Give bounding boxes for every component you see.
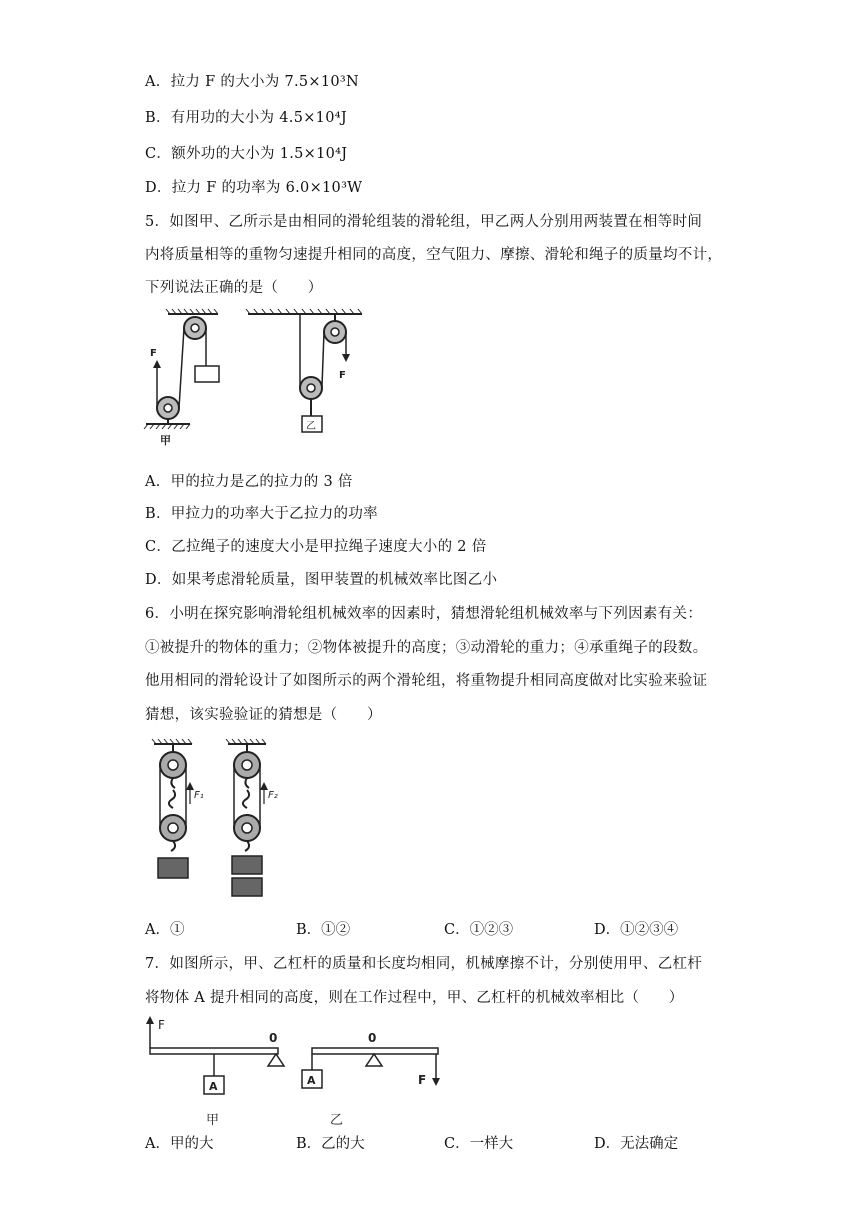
arrow-icon: [186, 782, 194, 790]
q4-option-d: D．拉力 F 的功率为 6.0×10³W: [145, 180, 363, 196]
q5-stem-line-1: 5．如图甲、乙所示是由相同的滑轮组装的滑轮组，甲乙两人分别用两装置在相等时间: [145, 214, 703, 230]
q6-stem-line-2: ①被提升的物体的重力；②物体被提升的高度；③动滑轮的重力；④承重绳子的段数。: [145, 640, 708, 656]
q7-option-d: D．无法确定: [594, 1136, 679, 1152]
q6-option-a: A．①: [145, 922, 185, 938]
arrow-icon: [342, 354, 350, 362]
arrow-icon: [153, 360, 161, 368]
q5-option-d: D．如果考虑滑轮质量，图甲装置的机械效率比图乙小: [145, 572, 498, 588]
q6-f1-label: F₁: [194, 790, 204, 801]
q7-pivot-right: 0: [368, 1031, 377, 1045]
q4-option-a: A．拉力 F 的大小为 7.5×10³N: [145, 74, 360, 90]
q7-option-b: B．乙的大: [296, 1136, 365, 1152]
q7-stem-line-2: 将物体 A 提升相同的高度，则在工作过程中，甲、乙杠杆的机械效率相比（ ）: [145, 990, 684, 1006]
q5-force-label-left: F: [150, 348, 157, 359]
q5-option-b: B．甲拉力的功率大于乙拉力的功率: [145, 506, 378, 522]
q5-name-right: 乙: [306, 421, 316, 432]
q7-option-a: A．甲的大: [145, 1136, 214, 1152]
q7-force-right: F: [418, 1073, 427, 1087]
arrow-icon: [432, 1078, 440, 1086]
q7-force-left: F: [158, 1018, 165, 1032]
q5-name-left: 甲: [160, 434, 171, 447]
q5-force-label-right: F: [339, 370, 346, 381]
q7-name-left: 甲: [206, 1113, 220, 1128]
q7-block-right: A: [307, 1074, 316, 1087]
q6-stem-line-3: 他用相同的滑轮设计了如图所示的两个滑轮组，将重物提升相同高度做对比实验来验证: [145, 673, 708, 689]
q4-option-b: B．有用功的大小为 4.5×10⁴J: [145, 110, 347, 126]
q5-pulley-figure: [140, 308, 380, 448]
q4-option-c: C．额外功的大小为 1.5×10⁴J: [145, 146, 348, 162]
q6-stem-line-1: 6．小明在探究影响滑轮组机械效率的因素时，猜想滑轮组机械效率与下列因素有关：: [145, 606, 703, 622]
q6-option-c: C．①②③: [444, 922, 514, 938]
q6-f2-label: F₂: [268, 790, 278, 801]
pulley-system-left: [152, 739, 192, 878]
pulley-system-left: [144, 309, 219, 429]
q5-option-c: C．乙拉绳子的速度大小是甲拉绳子速度大小的 2 倍: [145, 539, 487, 555]
q5-stem-line-2: 内将质量相等的重物匀速提升相同的高度，空气阻力、摩擦、滑轮和绳子的质量均不计，: [145, 247, 723, 263]
q7-name-right: 乙: [330, 1113, 344, 1128]
q6-option-b: B．①②: [296, 922, 351, 938]
q6-option-d: D．①②③④: [594, 922, 679, 938]
q7-pivot-left: 0: [269, 1031, 278, 1045]
arrow-icon: [146, 1016, 154, 1024]
q6-stem-line-4: 猜想，该实验验证的猜想是（ ）: [145, 707, 382, 723]
q6-pulley-figure: [148, 738, 288, 898]
q5-stem-line-3: 下列说法正确的是（ ）: [145, 280, 323, 296]
arrow-icon: [260, 782, 268, 790]
q7-option-c: C．一样大: [444, 1136, 514, 1152]
q5-option-a: A．甲的拉力是乙的拉力的 3 倍: [145, 474, 353, 490]
pulley-system-right: [226, 739, 266, 896]
q7-lever-figure: [140, 1012, 450, 1130]
q7-stem-line-1: 7．如图所示，甲、乙杠杆的质量和长度均相同，机械摩擦不计，分别使用甲、乙杠杆: [145, 956, 703, 972]
q7-block-left: A: [209, 1080, 218, 1093]
